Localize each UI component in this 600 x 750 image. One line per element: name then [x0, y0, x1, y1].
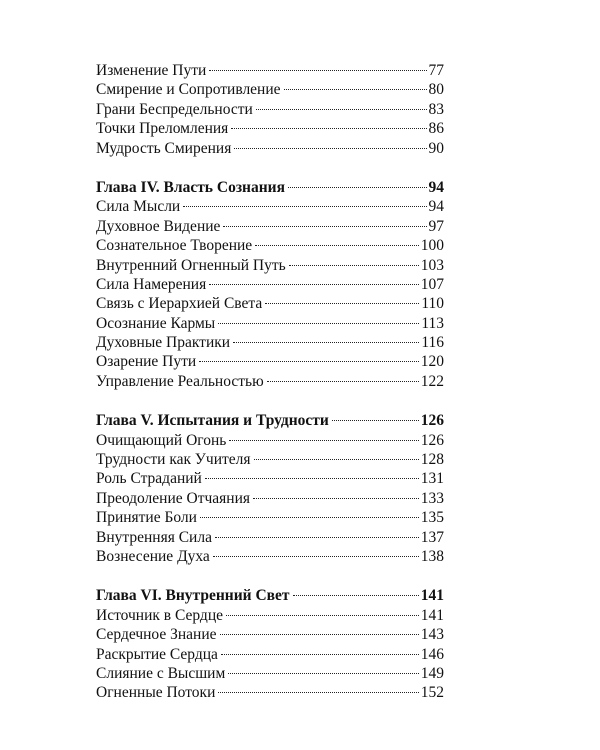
- toc-chapter-title: Глава V. Испытания и Трудности: [96, 412, 329, 430]
- toc-entry-title: Осознание Кармы: [96, 314, 216, 332]
- dot-leader: [199, 361, 419, 362]
- toc-entry-page: 94: [428, 198, 444, 216]
- toc-entry[interactable]: [96, 256, 444, 275]
- toc-section-continued: [96, 61, 444, 158]
- toc-entry-title: Мудрость Смирения: [96, 139, 232, 157]
- toc-chapter-page: 94: [428, 178, 444, 196]
- toc-entry[interactable]: [96, 352, 444, 371]
- toc-entry-title: Связь с Иерархией Света: [96, 295, 263, 313]
- toc-entry[interactable]: [96, 528, 444, 547]
- toc-entry[interactable]: [96, 372, 444, 391]
- dot-leader: [218, 323, 419, 324]
- toc-entry-title: Вознесение Духа: [96, 547, 210, 565]
- dot-leader: [205, 478, 419, 479]
- dot-leader: [200, 517, 419, 518]
- toc-entry-page: 97: [428, 217, 444, 235]
- toc-entry-page: 110: [421, 295, 444, 313]
- toc-entry-title: Сила Мысли: [96, 198, 181, 216]
- toc-entry-title: Преодоление Отчаяния: [96, 489, 251, 507]
- toc-entry-title: Принятие Боли: [96, 509, 197, 527]
- toc-entry[interactable]: [96, 547, 444, 566]
- toc-entry-page: 135: [420, 509, 444, 527]
- dot-leader: [293, 595, 419, 596]
- toc-entry-page: 137: [420, 528, 444, 546]
- toc-entry-title: Озарение Пути: [96, 353, 197, 371]
- dot-leader: [231, 128, 426, 129]
- toc-entry[interactable]: [96, 100, 444, 119]
- toc-entry-title: Сила Намерения: [96, 275, 207, 293]
- toc-entry-page: 149: [420, 664, 444, 682]
- toc-entry-title: Источник в Сердце: [96, 606, 223, 624]
- toc-entry[interactable]: [96, 314, 444, 333]
- toc-entry-title: Сердечное Знание: [96, 626, 217, 644]
- toc-entry[interactable]: [96, 139, 444, 158]
- toc-entry-title: Внутренний Огненный Путь: [96, 256, 286, 274]
- toc-entry-page: 86: [428, 120, 444, 138]
- toc-entry[interactable]: [96, 294, 444, 313]
- toc-chapter-page: 126: [420, 412, 444, 430]
- toc-chapter-heading[interactable]: [96, 411, 444, 430]
- toc-entry-title: Очищающий Огонь: [96, 431, 227, 449]
- toc-entry-title: Смирение и Сопротивление: [96, 81, 281, 99]
- toc-entry[interactable]: [96, 217, 444, 236]
- toc-entry-page: 113: [421, 314, 444, 332]
- dot-leader: [226, 615, 419, 616]
- toc-entry-title: Управление Реальностью: [96, 372, 264, 390]
- toc-entry[interactable]: [96, 625, 444, 644]
- toc-entry-title: Сознательное Творение: [96, 237, 253, 255]
- dot-leader: [229, 440, 418, 441]
- toc-entry-page: 120: [420, 353, 444, 371]
- toc-chapter-title: Глава VI. Внутренний Свет: [96, 587, 290, 605]
- toc-entry-page: 90: [428, 139, 444, 157]
- toc-entry-page: 116: [421, 334, 444, 352]
- dot-leader: [255, 245, 419, 246]
- toc-entry[interactable]: [96, 80, 444, 99]
- toc-chapter-heading[interactable]: [96, 586, 444, 605]
- toc-entry-page: 103: [420, 256, 444, 274]
- toc-section-chapter-5: [96, 411, 444, 566]
- toc-chapter-heading[interactable]: [96, 178, 444, 197]
- dot-leader: [183, 206, 426, 207]
- toc-entry-page: 141: [420, 606, 444, 624]
- dot-leader: [253, 498, 419, 499]
- table-of-contents: [96, 61, 444, 703]
- toc-entry[interactable]: [96, 119, 444, 138]
- toc-entry-page: 138: [420, 547, 444, 565]
- toc-entry-page: 143: [420, 626, 444, 644]
- dot-leader: [213, 556, 419, 557]
- toc-entry-title: Духовное Видение: [96, 217, 221, 235]
- toc-entry-title: Изменение Пути: [96, 62, 207, 79]
- toc-entry-title: Огненные Потоки: [96, 684, 216, 702]
- dot-leader: [265, 303, 419, 304]
- dot-leader: [267, 381, 419, 382]
- toc-entry-title: Внутренняя Сила: [96, 528, 212, 546]
- toc-entry[interactable]: [96, 489, 444, 508]
- toc-entry[interactable]: [96, 469, 444, 488]
- dot-leader: [221, 654, 419, 655]
- toc-entry-page: 146: [420, 645, 444, 663]
- dot-leader: [234, 148, 426, 149]
- dot-leader: [218, 692, 418, 693]
- toc-entry-page: 126: [420, 431, 444, 449]
- dot-leader: [209, 70, 426, 71]
- toc-chapter-title: Глава IV. Власть Сознания: [96, 178, 285, 196]
- toc-entry-page: 80: [428, 81, 444, 99]
- dot-leader: [209, 284, 419, 285]
- dot-leader: [284, 89, 427, 90]
- dot-leader: [254, 459, 419, 460]
- dot-leader: [288, 187, 427, 188]
- dot-leader: [228, 673, 418, 674]
- toc-entry[interactable]: [96, 197, 444, 216]
- toc-entry[interactable]: [96, 645, 444, 664]
- toc-entry[interactable]: [96, 275, 444, 294]
- toc-section-chapter-6: [96, 586, 444, 702]
- toc-chapter-page: 141: [420, 587, 444, 605]
- dot-leader: [256, 109, 427, 110]
- toc-entry-page: 128: [420, 451, 444, 469]
- toc-entry-page: 100: [420, 237, 444, 255]
- toc-entry-page: 152: [420, 684, 444, 702]
- toc-entry[interactable]: [96, 450, 444, 469]
- toc-entry-title: Трудности как Учителя: [96, 451, 251, 469]
- toc-entry[interactable]: [96, 61, 444, 80]
- toc-entry-page: 122: [420, 372, 444, 390]
- dot-leader: [332, 420, 419, 421]
- toc-entry-title: Раскрытие Сердца: [96, 645, 218, 663]
- toc-entry[interactable]: [96, 606, 444, 625]
- dot-leader: [220, 634, 419, 635]
- toc-entry[interactable]: [96, 236, 444, 255]
- toc-entry[interactable]: [96, 683, 444, 702]
- toc-section-chapter-4: [96, 178, 444, 391]
- toc-entry-title: Слияние с Высшим: [96, 664, 226, 682]
- toc-entry-title: Точки Преломления: [96, 120, 229, 138]
- toc-entry-page: 77: [428, 62, 444, 79]
- dot-leader: [215, 537, 419, 538]
- dot-leader: [289, 265, 419, 266]
- toc-entry[interactable]: [96, 333, 444, 352]
- dot-leader: [233, 342, 419, 343]
- dot-leader: [223, 226, 426, 227]
- toc-entry-title: Духовные Практики: [96, 334, 231, 352]
- toc-entry-page: 107: [420, 275, 444, 293]
- toc-entry-title: Роль Страданий: [96, 470, 202, 488]
- toc-entry-page: 131: [420, 470, 444, 488]
- toc-entry-page: 133: [420, 489, 444, 507]
- toc-entry-page: 83: [428, 100, 444, 118]
- toc-entry[interactable]: [96, 431, 444, 450]
- toc-entry[interactable]: [96, 508, 444, 527]
- toc-entry[interactable]: [96, 664, 444, 683]
- toc-entry-title: Грани Беспредельности: [96, 100, 253, 118]
